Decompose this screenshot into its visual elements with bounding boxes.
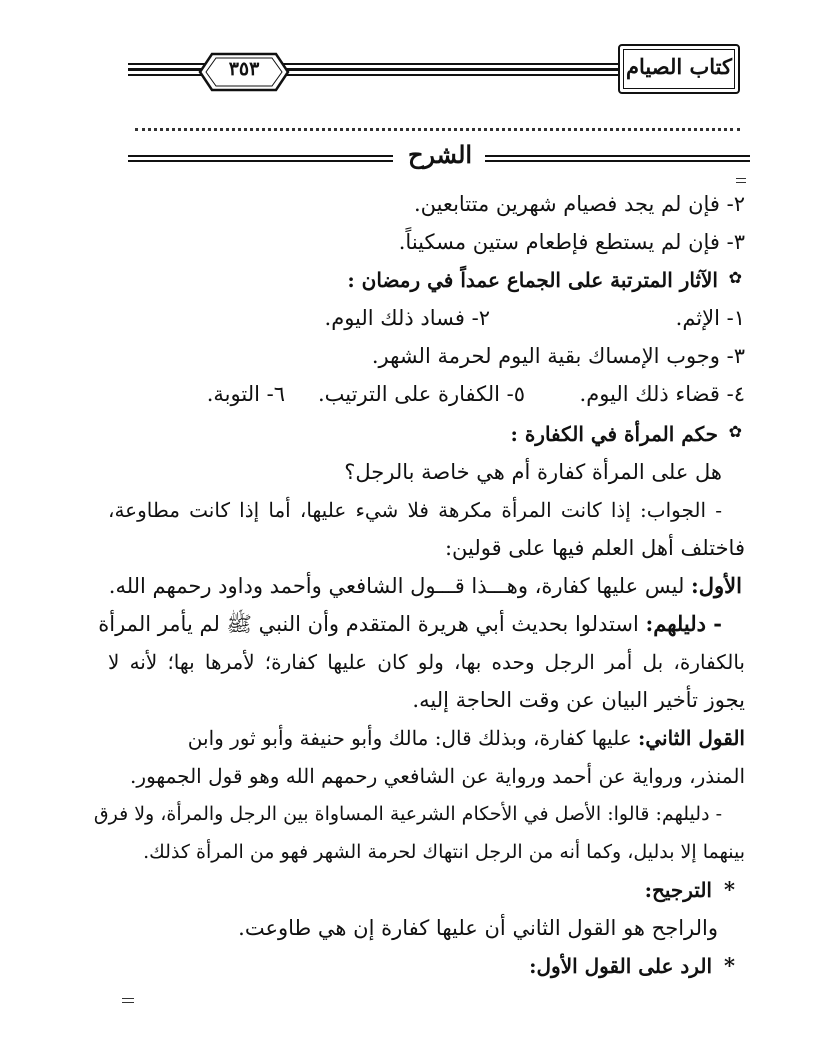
text-line: ١- الإثم. xyxy=(675,306,745,330)
margin-mark-2 xyxy=(122,998,134,1003)
text-line xyxy=(109,570,742,602)
label: الأول: xyxy=(691,573,742,598)
section-title: الشرح xyxy=(407,140,473,169)
text-line: - دليلهم: قالوا: الأصل في الأحكام الشرعية المساواة بين الرجل والمرأة، ولا فرق xyxy=(93,803,722,825)
section-rule-left-2 xyxy=(128,160,393,162)
text-line: بالكفارة، بل أمر الرجل وحده بها، ولو كان عليها كفارة؛ لأمرها بها؛ لأنه لا xyxy=(108,650,745,674)
text-line: ٦- التوبة. xyxy=(206,382,285,406)
flower-icon: ✿ xyxy=(728,268,742,287)
text-line xyxy=(98,608,722,640)
heading: الآثار المترتبة على الجماع عمداً في رمضان : xyxy=(347,268,718,292)
label: - دليلهم: xyxy=(645,611,722,636)
label: القول الثاني: xyxy=(638,726,745,750)
text-line xyxy=(188,722,745,754)
text-line: ٢- فإن لم يجد فصيام شهرين متتابعين. xyxy=(413,192,745,216)
section-rule-right-1 xyxy=(485,155,750,157)
text-line: ٤- قضاء ذلك اليوم. xyxy=(579,382,745,406)
book-title: كتاب الصيام xyxy=(626,54,732,79)
dotted-separator xyxy=(135,128,740,131)
section-rule-left-1 xyxy=(128,155,393,157)
heading: حكم المرأة في الكفارة : xyxy=(510,422,718,446)
star-marker: * xyxy=(724,953,735,978)
section-rule-right-2 xyxy=(485,160,750,162)
heading: الترجيح: xyxy=(644,878,712,902)
page-number: ٣٥٣ xyxy=(228,58,260,80)
text-line: يجوز تأخير البيان عن وقت الحاجة إليه. xyxy=(412,688,745,712)
text: ليس عليها كفارة، وهـــذا قـــول الشافعي وأحمد وداود رحمهم الله. xyxy=(108,574,685,598)
flower-icon: ✿ xyxy=(728,422,742,441)
heading: الرد على القول الأول: xyxy=(529,954,712,978)
text-line: - الجواب: إذا كانت المرأة مكرهة فلا شيء عليها، أما إذا كانت مطاوعة، xyxy=(108,498,722,522)
text-line: هل على المرأة كفارة أم هي خاصة بالرجل؟ xyxy=(344,460,722,484)
star-marker: * xyxy=(724,877,735,902)
text-line: فاختلف أهل العلم فيها على قولين: xyxy=(444,536,745,560)
text-line: ٥- الكفارة على الترتيب. xyxy=(317,382,525,406)
text-line: بينهما إلا بدليل، وكما أنه من الرجل انتهاك لحرمة الشهر فهو من المرأة كذلك. xyxy=(143,841,745,863)
text-line: ٣- وجوب الإمساك بقية اليوم لحرمة الشهر. xyxy=(371,344,745,368)
text-line: والراجح هو القول الثاني أن عليها كفارة إن هي طاوعت. xyxy=(238,916,718,940)
text: استدلوا بحديث أبي هريرة المتقدم وأن النبي ﷺ لم يأمر المرأة xyxy=(98,612,639,636)
text: عليها كفارة، وبذلك قال: مالك وأبو حنيفة وأبو ثور وابن xyxy=(187,726,632,750)
text-line: ٢- فساد ذلك اليوم. xyxy=(324,306,490,330)
margin-mark-1 xyxy=(736,178,746,183)
text-line: ٣- فإن لم يستطع فإطعام ستين مسكيناً. xyxy=(398,230,745,254)
text-line: المنذر، ورواية عن أحمد ورواية عن الشافعي رحمهم الله وهو قول الجمهور. xyxy=(130,764,745,788)
